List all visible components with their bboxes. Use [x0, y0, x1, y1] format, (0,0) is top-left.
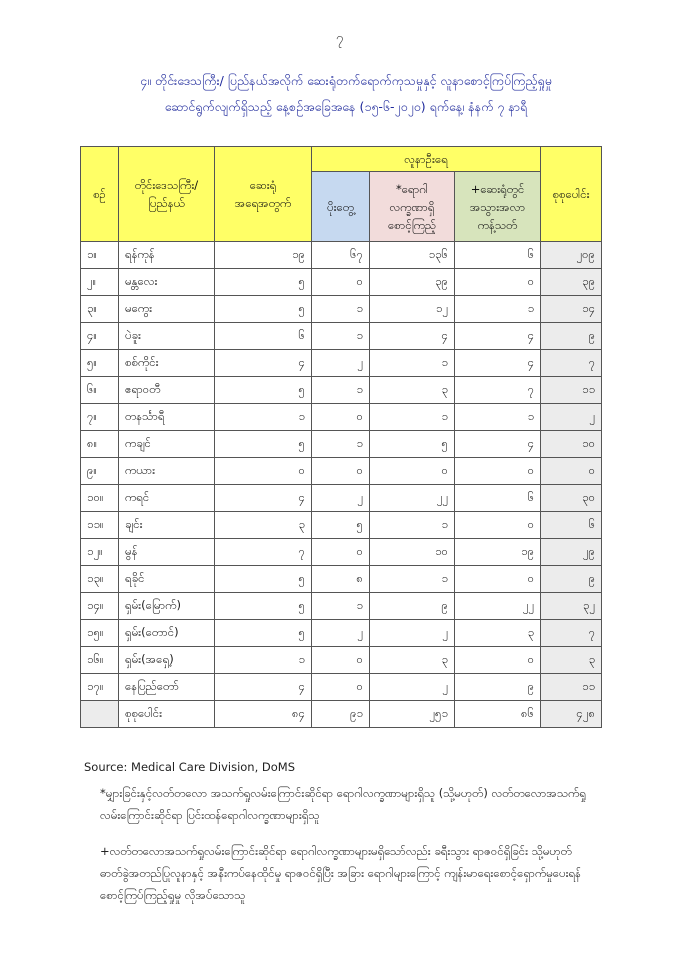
table-row: [81, 323, 602, 350]
cell-symptomatic: ၁၃၆: [370, 242, 455, 269]
cell-positive: ၁: [312, 296, 370, 323]
cell-hospitals: ၁: [215, 404, 312, 431]
cell-total-positive: ၉၁: [312, 701, 370, 728]
table-total-row: [81, 701, 602, 728]
cell-hospitals: ၅: [215, 620, 312, 647]
cell-hospital-care: ၁၉: [455, 539, 541, 566]
cell-positive: ၈: [312, 566, 370, 593]
cell-hospitals: ၄: [215, 350, 312, 377]
cell-serial: ၁၂။: [81, 539, 119, 566]
cell-grand-total: ၄၂၈: [541, 701, 602, 728]
document-heading: [86, 68, 606, 120]
header-symptomatic: *ရောဂါ လက္ခဏာရှိ စောင့်ကြည့်: [370, 172, 455, 242]
cell-hospital-care: ၀: [455, 512, 541, 539]
cell-total: ၂၉: [541, 539, 602, 566]
table-row: [81, 431, 602, 458]
cell-region: နေပြည်တော်: [119, 674, 215, 701]
cell-hospitals: ၅: [215, 593, 312, 620]
cell-positive: ၁: [312, 593, 370, 620]
cell-positive: ၀: [312, 269, 370, 296]
cell-positive: ၁: [312, 377, 370, 404]
cell-hospital-care: ၀: [455, 269, 541, 296]
cell-serial: ၁၆။: [81, 647, 119, 674]
cell-region: ဧရာဝတီ: [119, 377, 215, 404]
cell-symptomatic: ၂၂: [370, 485, 455, 512]
cell-symptomatic: ၁၀: [370, 539, 455, 566]
cell-symptomatic: ၁: [370, 350, 455, 377]
cell-total: ၇: [541, 350, 602, 377]
cell-serial: ၇။: [81, 404, 119, 431]
cell-positive: ၁: [312, 431, 370, 458]
cell-total: ၃၀: [541, 485, 602, 512]
cell-hospitals: ၄: [215, 485, 312, 512]
cell-total: ၁၄: [541, 296, 602, 323]
header-hospital-care: +ဆေးရုံတွင် အသွားအလာ ကန့်သတ်: [455, 172, 541, 242]
cell-region: ကယား: [119, 458, 215, 485]
cell-serial: ၉။: [81, 458, 119, 485]
cell-hospitals: ၁၉: [215, 242, 312, 269]
cell-hospitals: ၅: [215, 431, 312, 458]
cell-region: ကချင်: [119, 431, 215, 458]
cell-hospital-care: ၀: [455, 647, 541, 674]
cell-hospital-care: ၉: [455, 674, 541, 701]
cell-symptomatic: ၁: [370, 404, 455, 431]
cell-hospital-care: ၁: [455, 404, 541, 431]
header-serial: စဉ်: [81, 147, 119, 242]
cell-symptomatic: ၂: [370, 674, 455, 701]
heading-line-2: ဆောင်ရွက်လျက်ရှိသည့် နေ့စဉ်အခြေအနေ (၁၅-၆-၂၀၂၀) ရက်နေ့၊ နံနက် ၇ နာရီ: [164, 99, 528, 114]
header-patients-group: လူနာဦးရေ: [312, 147, 541, 172]
cell-serial: ၁၃။: [81, 566, 119, 593]
cell-serial: ၆။: [81, 377, 119, 404]
cell-hospitals: ၁: [215, 647, 312, 674]
cell-positive: ၂: [312, 620, 370, 647]
cell-hospital-care: ၄: [455, 323, 541, 350]
cell-serial: ၃။: [81, 296, 119, 323]
cell-region: တနင်္သာရီ: [119, 404, 215, 431]
cell-hospitals: ၃: [215, 512, 312, 539]
table-row: [81, 512, 602, 539]
table-row: [81, 296, 602, 323]
cell-symptomatic: ၀: [370, 458, 455, 485]
cell-hospital-care: ၆: [455, 485, 541, 512]
cell-serial: ၁၇။: [81, 674, 119, 701]
cell-positive: ၂: [312, 350, 370, 377]
cell-hospitals: ၆: [215, 323, 312, 350]
cell-region: ကရင်: [119, 485, 215, 512]
cell-total: ၃: [541, 647, 602, 674]
cell-symptomatic: ၃: [370, 377, 455, 404]
cell-hospital-care: ၂၂: [455, 593, 541, 620]
cell-positive: ၀: [312, 539, 370, 566]
patient-status-table: [80, 146, 602, 728]
cell-serial-blank: [81, 701, 119, 728]
cell-symptomatic: ၃၉: [370, 269, 455, 296]
cell-region: ချင်း: [119, 512, 215, 539]
cell-hospital-care: ၃: [455, 620, 541, 647]
cell-serial: ၂။: [81, 269, 119, 296]
cell-total: ၂၀၉: [541, 242, 602, 269]
cell-region: မွန်: [119, 539, 215, 566]
cell-region: စစ်ကိုင်း: [119, 350, 215, 377]
header-region: တိုင်းဒေသကြီး/ ပြည်နယ်: [119, 147, 215, 242]
footnote-hospital-care: +လတ်တလောအသက်ရှုလမ်းကြောင်းဆိုင်ရာ ရောဂါလက္ခဏာများမရှိသော်လည်း ခရီးသွား ရာဇဝင်ရှိခြင်း သို့မဟုတ် ဓာတ်ခွဲအတည်ပြုလူနာနှင့် အနီးကပ်နေထိုင်မှု ရာဇဝင်ရှိပြီး အခြား ရောဂါများကြောင့် ကျန်းမာရေးစောင့်ရှောက်မှုပေးရန် စောင့်ကြပ်ကြည့်ရှုမှု လိုအပ်သောသူ: [100, 844, 582, 902]
cell-region: ပဲခူး: [119, 323, 215, 350]
table-row: [81, 350, 602, 377]
table-row: [81, 593, 602, 620]
table-row: [81, 458, 602, 485]
cell-total: ၉: [541, 323, 602, 350]
header-positive: ပိုးတွေ့: [312, 172, 370, 242]
table-row: [81, 269, 602, 296]
cell-serial: ၁။: [81, 242, 119, 269]
cell-hospital-care: ၄: [455, 350, 541, 377]
cell-serial: ၁၁။: [81, 512, 119, 539]
table-row: [81, 539, 602, 566]
cell-hospitals: ၅: [215, 377, 312, 404]
cell-symptomatic: ၁: [370, 512, 455, 539]
cell-region: မန္တလေး: [119, 269, 215, 296]
cell-region: မကွေး: [119, 296, 215, 323]
cell-hospital-care: ၀: [455, 566, 541, 593]
cell-total: ၆: [541, 512, 602, 539]
cell-symptomatic: ၁: [370, 566, 455, 593]
cell-hospital-care: ၆: [455, 242, 541, 269]
cell-symptomatic: ၃: [370, 647, 455, 674]
cell-total: ၃၉: [541, 269, 602, 296]
cell-positive: ၀: [312, 458, 370, 485]
cell-symptomatic: ၄: [370, 323, 455, 350]
table-row: [81, 404, 602, 431]
header-total: စုစုပေါင်း: [541, 147, 602, 242]
cell-region: ရှမ်း(မြောက်): [119, 593, 215, 620]
cell-hospitals: ၇: [215, 539, 312, 566]
cell-positive: ၀: [312, 674, 370, 701]
cell-total: ၇: [541, 620, 602, 647]
cell-total-symptomatic: ၂၅၁: [370, 701, 455, 728]
cell-total: ၁၁: [541, 377, 602, 404]
cell-total: ၁၁: [541, 674, 602, 701]
table-row: [81, 566, 602, 593]
cell-positive: ၆၇: [312, 242, 370, 269]
header-hospitals: ဆေးရုံ အရေအတွက်: [215, 147, 312, 242]
footnote-symptomatic: *မျှားခြင်းနှင့်လတ်တလော အသက်ရှုလမ်းကြောင်းဆိုင်ရာ ရောဂါလက္ခဏာများရှိသူ (သို့မဟုတ်) လတ်တလောအသက်ရှုလမ်းကြောင်းဆိုင်ရာ ပြင်းထန်ရောဂါလက္ခဏာများရှိသူ: [100, 786, 586, 822]
cell-serial: ၈။: [81, 431, 119, 458]
cell-serial: ၁၀။: [81, 485, 119, 512]
cell-positive: ၁: [312, 323, 370, 350]
cell-positive: ၀: [312, 647, 370, 674]
cell-total-hospital-care: ၈၆: [455, 701, 541, 728]
cell-total-label: စုစုပေါင်း: [119, 701, 215, 728]
cell-hospitals: ၅: [215, 296, 312, 323]
table-row: [81, 647, 602, 674]
cell-region: ရှမ်း(တောင်): [119, 620, 215, 647]
cell-hospital-care: ၀: [455, 458, 541, 485]
cell-serial: ၁၅။: [81, 620, 119, 647]
cell-total-hospitals: ၈၄: [215, 701, 312, 728]
cell-symptomatic: ၂: [370, 620, 455, 647]
source-note: Source: Medical Care Division, DoMS: [84, 760, 296, 774]
table-row: [81, 620, 602, 647]
cell-total: ၁၀: [541, 431, 602, 458]
cell-total: ၂: [541, 404, 602, 431]
cell-hospitals: ၀: [215, 458, 312, 485]
cell-hospitals: ၄: [215, 674, 312, 701]
cell-serial: ၅။: [81, 350, 119, 377]
cell-hospital-care: ၄: [455, 431, 541, 458]
cell-region: ရခိုင်: [119, 566, 215, 593]
page-number: ၇: [335, 31, 344, 46]
cell-region: ရန်ကုန်: [119, 242, 215, 269]
cell-positive: ၂: [312, 485, 370, 512]
cell-total: ၃၂: [541, 593, 602, 620]
heading-line-1: ၄။ တိုင်းဒေသကြီး/ ပြည်နယ်အလိုက် ဆေးရုံတက်ရောက်ကုသမှုနှင့် လူနာစောင့်ကြပ်ကြည့်ရှုမှု: [140, 73, 552, 88]
cell-region: ရှမ်း(အရှေ့): [119, 647, 215, 674]
cell-symptomatic: ၁၂: [370, 296, 455, 323]
table-row: [81, 485, 602, 512]
cell-serial: ၁၄။: [81, 593, 119, 620]
cell-positive: ၀: [312, 404, 370, 431]
table-row: [81, 377, 602, 404]
cell-positive: ၅: [312, 512, 370, 539]
cell-hospitals: ၅: [215, 269, 312, 296]
cell-hospitals: ၅: [215, 566, 312, 593]
cell-serial: ၄။: [81, 323, 119, 350]
cell-total: ၀: [541, 458, 602, 485]
table-row: [81, 242, 602, 269]
cell-symptomatic: ၉: [370, 593, 455, 620]
cell-symptomatic: ၅: [370, 431, 455, 458]
cell-total: ၉: [541, 566, 602, 593]
cell-hospital-care: ၁: [455, 296, 541, 323]
table-row: [81, 674, 602, 701]
cell-hospital-care: ၇: [455, 377, 541, 404]
